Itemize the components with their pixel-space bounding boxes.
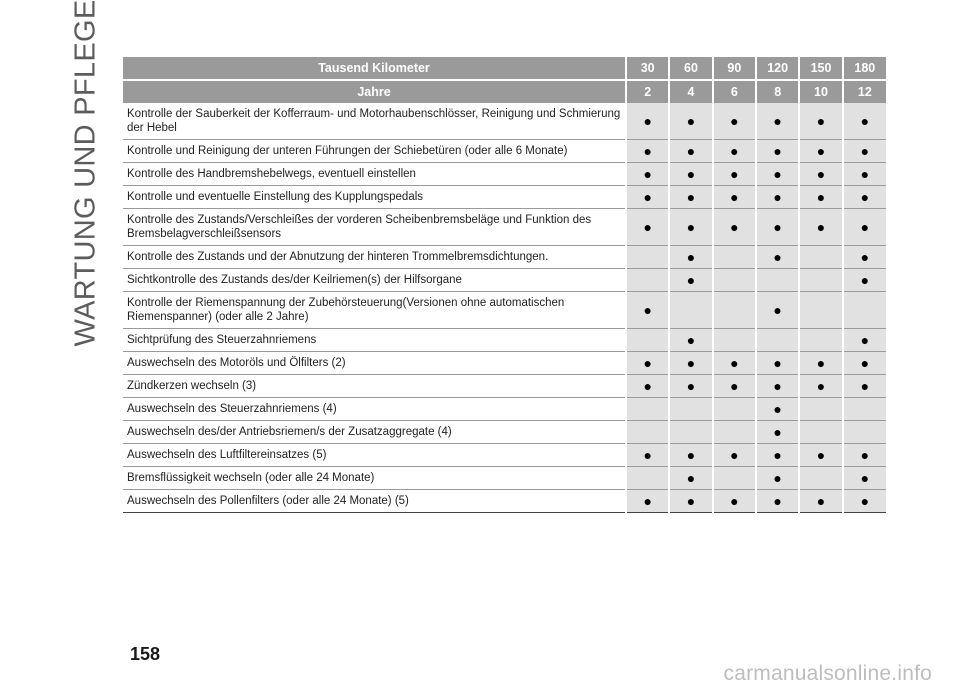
service-dot-cell	[756, 490, 799, 513]
service-dot-cell	[799, 444, 842, 467]
service-dot-icon: ●	[860, 470, 870, 486]
service-dot-icon: ●	[686, 166, 696, 182]
table-row	[123, 103, 886, 140]
service-dot-cell	[799, 352, 842, 375]
service-dot-cell	[669, 467, 712, 490]
service-dot-icon: ●	[686, 332, 696, 348]
table-row	[123, 163, 886, 186]
row-description: Kontrolle des Zustands und der Abnutzung der hinteren Trommelbremsdichtungen.	[123, 246, 626, 269]
service-dot-cell	[669, 186, 712, 209]
service-dot-icon: ●	[773, 219, 782, 235]
service-dot-cell	[669, 329, 712, 352]
empty-cell	[626, 421, 669, 444]
header-years-label: Jahre	[123, 80, 626, 103]
service-dot-cell	[669, 375, 712, 398]
service-dot-icon: ●	[730, 355, 739, 371]
service-dot-icon: ●	[643, 189, 652, 205]
empty-cell	[799, 246, 842, 269]
service-dot-icon: ●	[773, 166, 782, 182]
service-dot-icon: ●	[773, 113, 782, 129]
service-dot-cell	[843, 444, 886, 467]
table-row	[123, 352, 886, 375]
service-dot-cell	[756, 103, 799, 140]
service-dot-cell	[756, 209, 799, 246]
service-dot-icon: ●	[643, 302, 652, 318]
service-dot-icon: ●	[773, 302, 782, 318]
service-dot-icon: ●	[773, 424, 782, 440]
table-row	[123, 209, 886, 246]
service-dot-cell	[713, 490, 756, 513]
table-row	[123, 398, 886, 421]
service-dot-cell	[799, 375, 842, 398]
empty-cell	[843, 398, 886, 421]
row-description: Auswechseln des/der Antriebsriemen/s der Zusatzaggregate (4)	[123, 421, 626, 444]
service-dot-icon: ●	[860, 143, 870, 159]
service-dot-icon: ●	[730, 113, 739, 129]
service-dot-cell	[626, 292, 669, 329]
service-dot-icon: ●	[686, 249, 696, 265]
service-dot-icon: ●	[773, 447, 782, 463]
header-years-row	[123, 80, 886, 103]
service-dot-icon: ●	[816, 493, 826, 509]
service-dot-cell	[713, 352, 756, 375]
service-dot-icon: ●	[686, 470, 696, 486]
empty-cell	[799, 398, 842, 421]
row-description: Zündkerzen wechseln (3)	[123, 375, 626, 398]
service-dot-cell	[626, 186, 669, 209]
service-dot-icon: ●	[773, 189, 782, 205]
service-dot-icon: ●	[860, 378, 870, 394]
table-row	[123, 375, 886, 398]
row-description: Kontrolle und Reinigung der unteren Führungen der Schiebetüren (oder alle 6 Monate)	[123, 140, 626, 163]
empty-cell	[713, 269, 756, 292]
service-dot-cell	[799, 209, 842, 246]
service-dot-icon: ●	[643, 447, 652, 463]
service-dot-cell	[843, 352, 886, 375]
service-dot-icon: ●	[860, 332, 870, 348]
service-dot-icon: ●	[730, 166, 739, 182]
empty-cell	[799, 292, 842, 329]
header-km-label: Tausend Kilometer	[123, 57, 626, 80]
service-dot-icon: ●	[730, 189, 739, 205]
service-dot-icon: ●	[773, 249, 782, 265]
empty-cell	[843, 421, 886, 444]
row-description: Auswechseln des Pollenfilters (oder alle 24 Monate) (5)	[123, 490, 626, 513]
table-row	[123, 421, 886, 444]
service-dot-cell	[843, 269, 886, 292]
section-title-text: WARTUNG UND PFLEGE	[69, 0, 102, 347]
service-dot-cell	[843, 329, 886, 352]
table-row	[123, 490, 886, 513]
header-km-cell: 60	[669, 57, 712, 80]
header-km-row	[123, 57, 886, 80]
service-dot-cell	[713, 140, 756, 163]
service-dot-icon: ●	[816, 355, 826, 371]
service-dot-cell	[756, 421, 799, 444]
service-dot-cell	[843, 209, 886, 246]
header-year-cell: 6	[713, 80, 756, 103]
empty-cell	[843, 292, 886, 329]
service-dot-cell	[756, 375, 799, 398]
service-dot-icon: ●	[643, 113, 652, 129]
service-dot-icon: ●	[816, 189, 826, 205]
header-km-cell: 180	[843, 57, 886, 80]
service-dot-cell	[756, 352, 799, 375]
service-dot-icon: ●	[643, 143, 652, 159]
service-dot-cell	[669, 444, 712, 467]
service-dot-icon: ●	[816, 219, 826, 235]
row-description: Sichtkontrolle des Zustands des/der Keilriemen(s) der Hilfsorgane	[123, 269, 626, 292]
table-row	[123, 292, 886, 329]
service-dot-icon: ●	[773, 470, 782, 486]
service-dot-icon: ●	[730, 143, 739, 159]
service-dot-cell	[756, 246, 799, 269]
service-dot-icon: ●	[860, 219, 870, 235]
empty-cell	[669, 421, 712, 444]
header-year-cell: 8	[756, 80, 799, 103]
service-dot-cell	[843, 140, 886, 163]
service-dot-icon: ●	[860, 113, 870, 129]
page-number: 158	[130, 644, 161, 664]
service-dot-cell	[799, 490, 842, 513]
service-dot-cell	[756, 467, 799, 490]
empty-cell	[799, 421, 842, 444]
row-description: Kontrolle des Zustands/Verschleißes der vorderen Scheibenbremsbeläge und Funktion des Bremsbelagverschleißsensors	[123, 209, 626, 246]
service-dot-icon: ●	[860, 355, 870, 371]
service-dot-cell	[669, 246, 712, 269]
service-dot-icon: ●	[773, 355, 782, 371]
service-dot-cell	[669, 352, 712, 375]
service-dot-cell	[713, 103, 756, 140]
service-dot-icon: ●	[643, 378, 652, 394]
empty-cell	[756, 329, 799, 352]
service-dot-cell	[626, 490, 669, 513]
service-dot-cell	[669, 209, 712, 246]
empty-cell	[713, 329, 756, 352]
table-row	[123, 444, 886, 467]
service-dot-cell	[669, 140, 712, 163]
service-dot-cell	[799, 186, 842, 209]
service-dot-cell	[756, 140, 799, 163]
service-dot-cell	[626, 352, 669, 375]
empty-cell	[626, 329, 669, 352]
service-dot-icon: ●	[686, 447, 696, 463]
service-dot-icon: ●	[730, 493, 739, 509]
service-dot-icon: ●	[686, 272, 696, 288]
service-dot-icon: ●	[730, 447, 739, 463]
service-dot-cell	[843, 375, 886, 398]
service-dot-icon: ●	[816, 378, 826, 394]
service-dot-cell	[756, 444, 799, 467]
empty-cell	[799, 467, 842, 490]
service-dot-cell	[713, 209, 756, 246]
header-km-cell: 30	[626, 57, 669, 80]
empty-cell	[713, 421, 756, 444]
service-dot-cell	[669, 163, 712, 186]
service-dot-cell	[799, 140, 842, 163]
row-description: Kontrolle des Handbremshebelwegs, eventuell einstellen	[123, 163, 626, 186]
service-dot-icon: ●	[686, 219, 696, 235]
service-dot-icon: ●	[816, 143, 826, 159]
service-dot-cell	[713, 444, 756, 467]
service-dot-icon: ●	[860, 272, 870, 288]
service-dot-icon: ●	[643, 219, 652, 235]
service-dot-cell	[669, 490, 712, 513]
empty-cell	[626, 398, 669, 421]
row-description: Auswechseln des Motoröls und Ölfilters (2)	[123, 352, 626, 375]
service-dot-cell	[799, 163, 842, 186]
header-year-cell: 10	[799, 80, 842, 103]
table-row	[123, 329, 886, 352]
service-dot-icon: ●	[643, 493, 652, 509]
service-dot-icon: ●	[686, 143, 696, 159]
service-dot-icon: ●	[686, 378, 696, 394]
service-dot-cell	[713, 163, 756, 186]
header-year-cell: 4	[669, 80, 712, 103]
service-dot-icon: ●	[773, 401, 782, 417]
row-description: Kontrolle der Riemenspannung der Zubehörsteuerung(Versionen ohne automatischen Riemenspanner) (oder alle 2 Jahre)	[123, 292, 626, 329]
service-dot-cell	[756, 186, 799, 209]
service-dot-cell	[669, 103, 712, 140]
header-km-cell: 120	[756, 57, 799, 80]
service-dot-icon: ●	[773, 143, 782, 159]
service-dot-icon: ●	[773, 378, 782, 394]
row-description: Sichtprüfung des Steuerzahnriemens	[123, 329, 626, 352]
empty-cell	[756, 269, 799, 292]
table-row	[123, 269, 886, 292]
service-dot-cell	[756, 292, 799, 329]
header-year-cell: 2	[626, 80, 669, 103]
service-dot-cell	[669, 269, 712, 292]
service-dot-icon: ●	[816, 113, 826, 129]
header-km-cell: 150	[799, 57, 842, 80]
service-dot-cell	[843, 163, 886, 186]
row-description: Bremsflüssigkeit wechseln (oder alle 24 Monate)	[123, 467, 626, 490]
service-dot-icon: ●	[730, 219, 739, 235]
service-dot-cell	[626, 209, 669, 246]
table-row	[123, 467, 886, 490]
service-dot-cell	[756, 398, 799, 421]
empty-cell	[669, 292, 712, 329]
service-dot-icon: ●	[860, 493, 870, 509]
service-dot-cell	[713, 186, 756, 209]
service-dot-icon: ●	[816, 166, 826, 182]
empty-cell	[713, 467, 756, 490]
service-dot-cell	[843, 246, 886, 269]
service-dot-cell	[843, 490, 886, 513]
service-dot-cell	[843, 186, 886, 209]
maintenance-table	[123, 57, 886, 513]
service-dot-icon: ●	[686, 189, 696, 205]
row-description: Kontrolle der Sauberkeit der Kofferraum- und Motorhaubenschlösser, Reinigung und Schmierung der Hebel	[123, 103, 626, 140]
header-km-cell: 90	[713, 57, 756, 80]
service-dot-icon: ●	[860, 249, 870, 265]
empty-cell	[669, 398, 712, 421]
table-row	[123, 186, 886, 209]
service-dot-icon: ●	[643, 355, 652, 371]
service-dot-cell	[756, 163, 799, 186]
service-dot-cell	[626, 444, 669, 467]
service-dot-icon: ●	[730, 378, 739, 394]
service-dot-icon: ●	[686, 493, 696, 509]
empty-cell	[713, 292, 756, 329]
row-description: Auswechseln des Steuerzahnriemens (4)	[123, 398, 626, 421]
service-dot-cell	[626, 375, 669, 398]
row-description: Auswechseln des Luftfiltereinsatzes (5)	[123, 444, 626, 467]
section-title	[66, 0, 106, 347]
service-dot-icon: ●	[643, 166, 652, 182]
service-dot-cell	[799, 103, 842, 140]
service-dot-cell	[626, 140, 669, 163]
service-dot-cell	[713, 375, 756, 398]
service-dot-icon: ●	[860, 189, 870, 205]
service-dot-icon: ●	[816, 447, 826, 463]
service-dot-icon: ●	[686, 113, 696, 129]
service-dot-icon: ●	[773, 493, 782, 509]
service-dot-icon: ●	[860, 447, 870, 463]
table-body	[123, 103, 886, 513]
service-dot-icon: ●	[686, 355, 696, 371]
header-year-cell: 12	[843, 80, 886, 103]
empty-cell	[713, 398, 756, 421]
empty-cell	[626, 269, 669, 292]
empty-cell	[799, 329, 842, 352]
empty-cell	[626, 467, 669, 490]
empty-cell	[713, 246, 756, 269]
table-row	[123, 140, 886, 163]
empty-cell	[626, 246, 669, 269]
watermark: carmanualsonline.info	[723, 662, 932, 685]
empty-cell	[799, 269, 842, 292]
service-dot-cell	[843, 467, 886, 490]
table-row	[123, 246, 886, 269]
row-description: Kontrolle und eventuelle Einstellung des Kupplungspedals	[123, 186, 626, 209]
service-dot-icon: ●	[860, 166, 870, 182]
service-dot-cell	[843, 103, 886, 140]
service-dot-cell	[626, 103, 669, 140]
service-dot-cell	[626, 163, 669, 186]
